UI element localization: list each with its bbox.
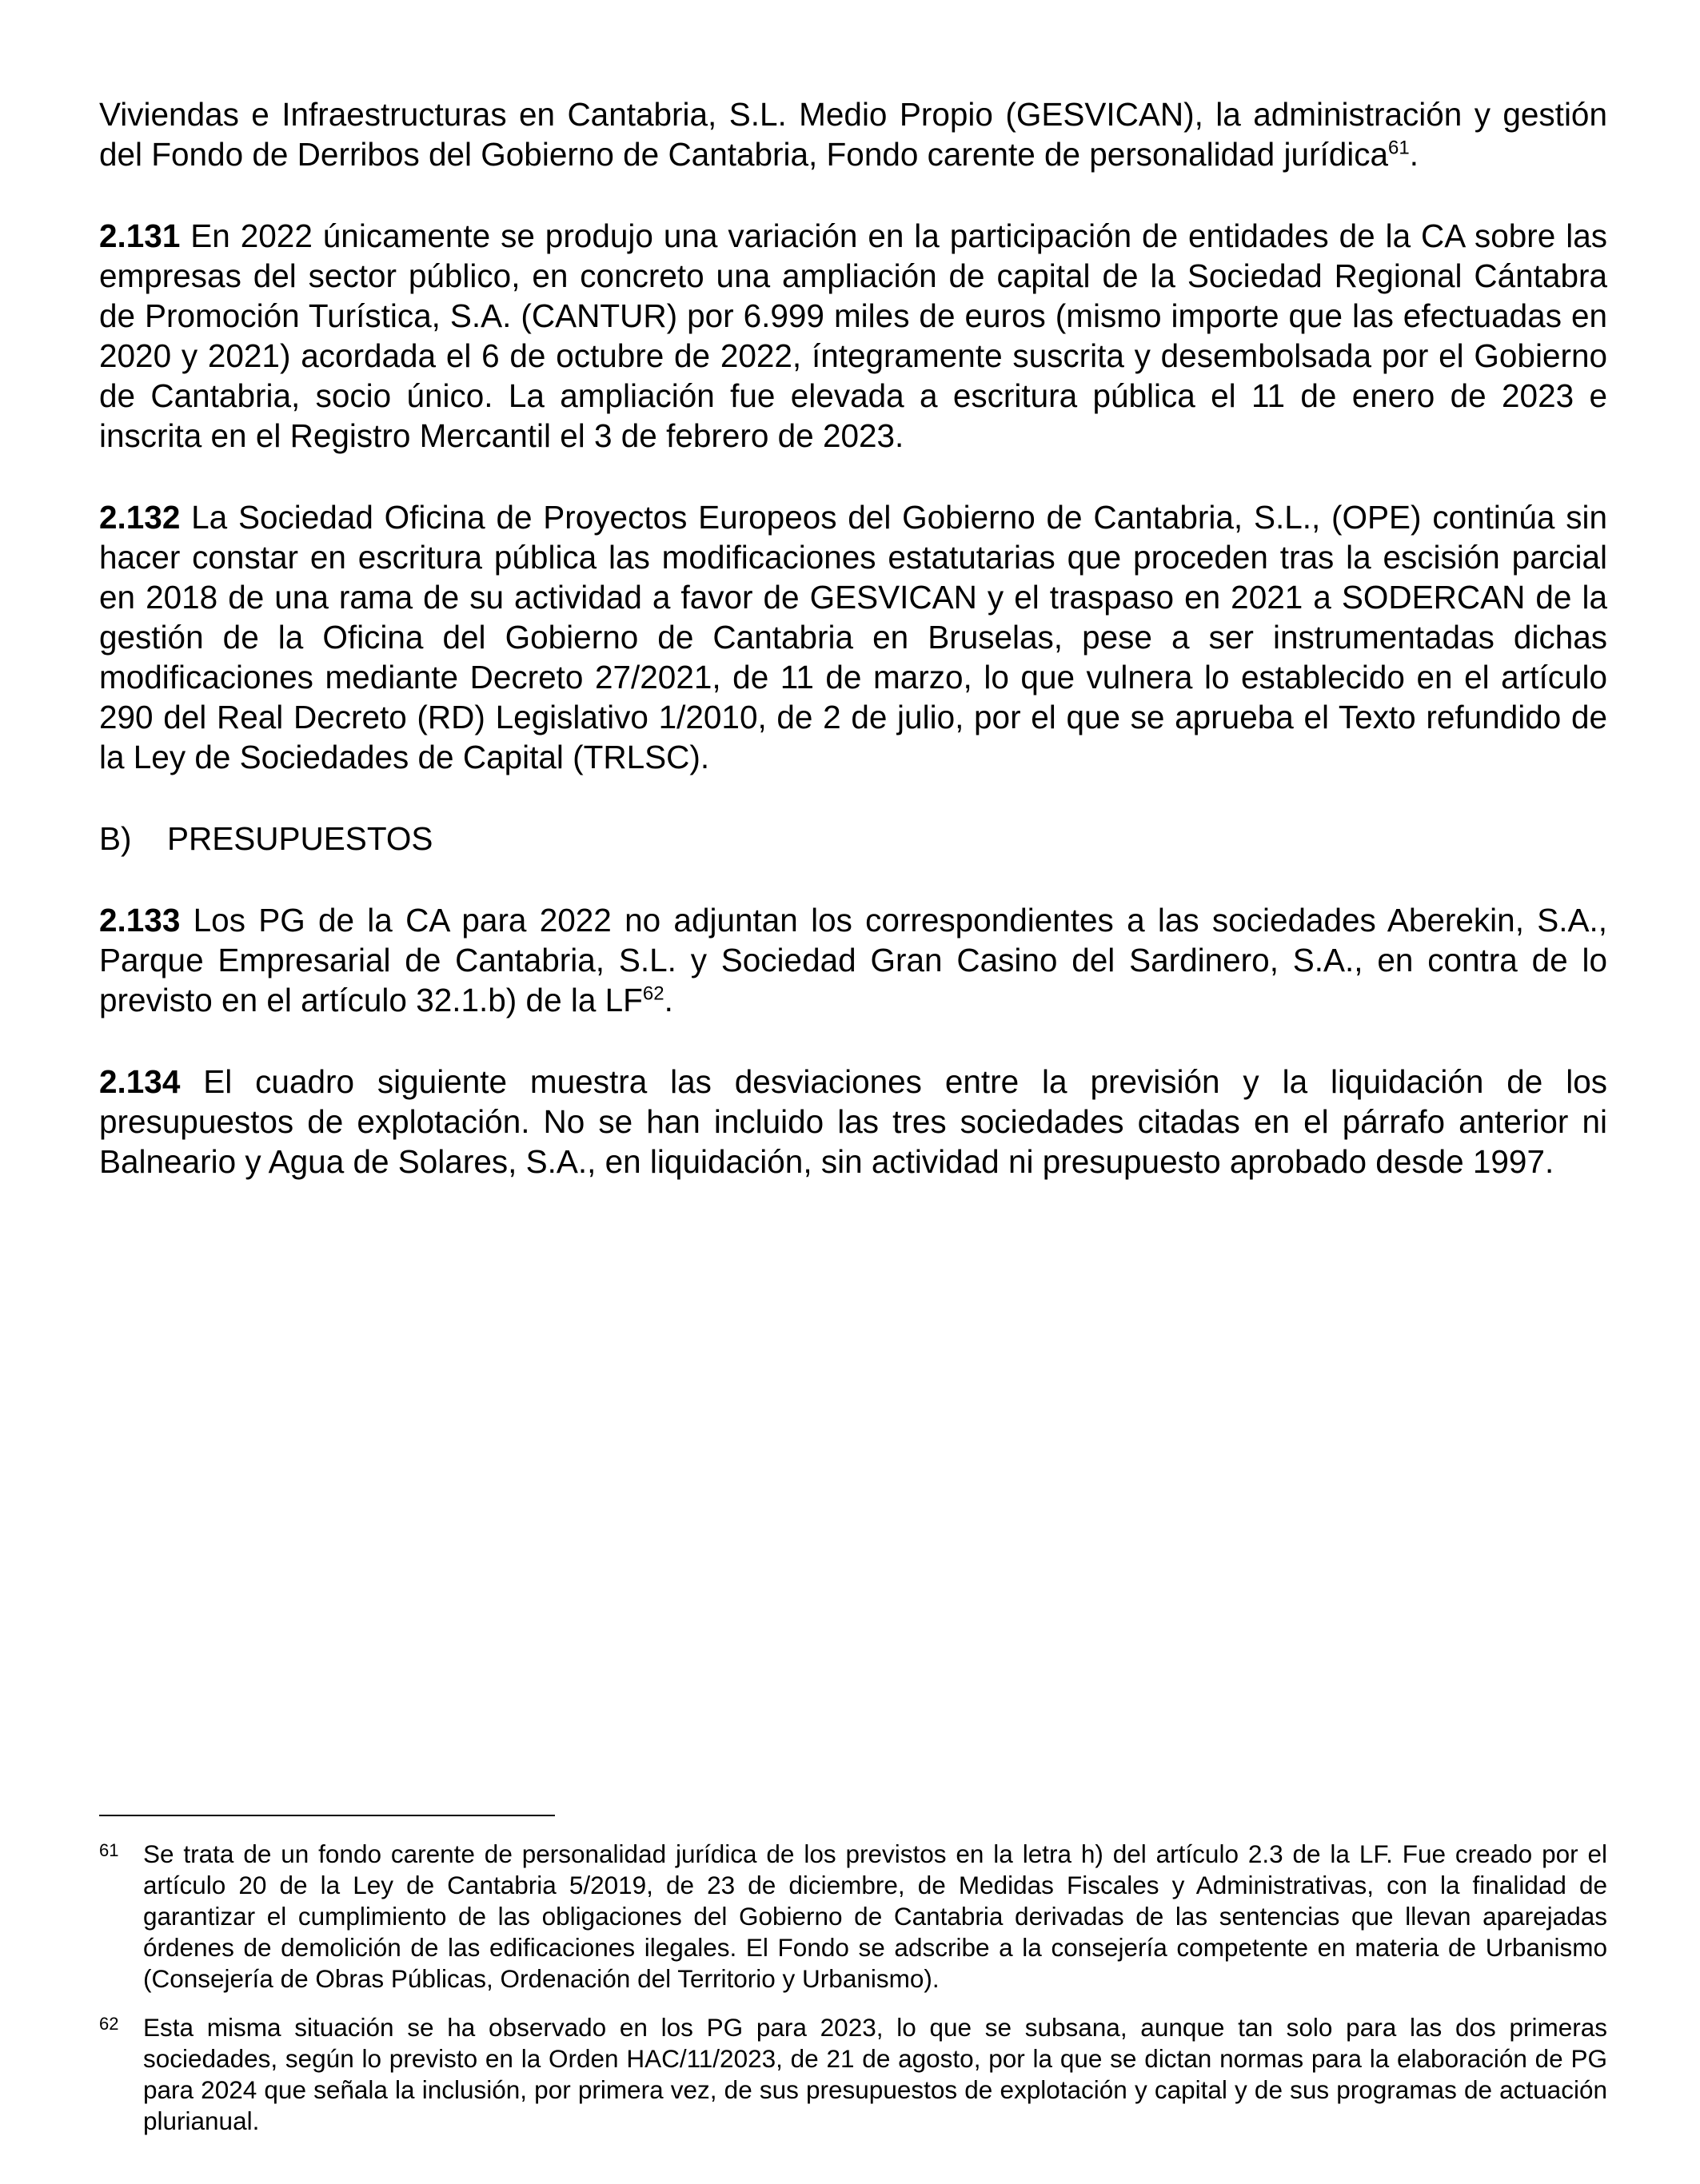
paragraph-end: . [1409, 136, 1419, 173]
footnote-mark: 62 [99, 2014, 119, 2034]
paragraph-2-134 [99, 1062, 1607, 1182]
section-title: PRESUPUESTOS [167, 820, 433, 857]
paragraph-end: . [664, 982, 673, 1018]
paragraph-2-131 [99, 216, 1607, 456]
paragraph-text: Viviendas e Infraestructuras en Cantabria, S.L. Medio Propio (GESVICAN), la administración y gestión del Fondo de Derribos del Gobierno de Cantabria, Fondo carente de personalidad jurídica [99, 96, 1607, 173]
paragraph-text: En 2022 únicamente se produjo una variación en la participación de entidades de la CA sobre las empresas del sector público, en concreto una ampliación de capital de la Sociedad Regional Cántabra de Promoción Turística, S.A. (CANTUR) por 6.999 miles de euros (mismo importe que las efectuadas en 2020 y 2021) acordada el 6 de octubre de 2022, íntegramente suscrita y desembolsada por el Gobierno de Cantabria, socio único. La ampliación fue elevada a escritura pública el 11 de enero de 2023 e inscrita en el Registro Mercantil el 3 de febrero de 2023. [99, 217, 1607, 454]
footnote-text: Se trata de un fondo carente de personalidad jurídica de los previstos en la letra h) del artículo 2.3 de la LF. Fue creado por el artículo 20 de la Ley de Cantabria 5/2019, de 23 de diciembre, de Medidas Fiscales y Administrativas, con la finalidad de garantizar el cumplimiento de las obligaciones del Gobierno de Cantabria derivadas de las sentencias que llevan aparejadas órdenes de demolición de las edificaciones ilegales. El Fondo se adscribe a la consejería competente en materia de Urbanismo (Consejería de Obras Públicas, Ordenación del Territorio y Urbanismo). [143, 1839, 1607, 1993]
paragraph-2-133 [99, 900, 1607, 1020]
paragraph-number: 2.131 [99, 217, 181, 254]
paragraph-number: 2.132 [99, 499, 181, 536]
section-letter: B) [99, 820, 132, 857]
paragraph-number: 2.134 [99, 1063, 181, 1100]
footnote-ref-62[interactable]: 62 [642, 982, 664, 1005]
footnote-ref-61[interactable]: 61 [1388, 137, 1410, 159]
footnote-mark: 61 [99, 1840, 119, 1860]
paragraph-text: Los PG de la CA para 2022 no adjuntan los correspondientes a las sociedades Aberekin, S.A., Parque Empresarial de Cantabria, S.L. y Sociedad Gran Casino del Sardinero, S.A., en contra de lo previsto en el artículo 32.1.b) de la LF [99, 902, 1607, 1018]
document-body [99, 94, 1607, 1223]
paragraph-2-132 [99, 497, 1607, 777]
footnote-62 [99, 2012, 1607, 2137]
paragraph-continuation [99, 94, 1607, 174]
footnote-text: Esta misma situación se ha observado en los PG para 2023, lo que se subsana, aunque tan solo para las dos primeras sociedades, según lo previsto en la Orden HAC/11/2023, de 21 de agosto, por la que se dictan normas para la elaboración de PG para 2024 que señala la inclusión, por primera vez, de sus presupuestos de explotación y capital y de sus programas de actuación plurianual. [143, 2013, 1607, 2135]
footnote-61 [99, 1839, 1607, 1995]
paragraph-text: El cuadro siguiente muestra las desviaciones entre la previsión y la liquidación de los presupuestos de explotación. No se han incluido las tres sociedades citadas en el párrafo anterior ni Balneario y Agua de Solares, S.A., en liquidación, sin actividad ni presupuesto aprobado desde 1997. [99, 1063, 1607, 1180]
footnote-separator [99, 1815, 555, 1816]
section-heading [99, 819, 1607, 859]
paragraph-text: La Sociedad Oficina de Proyectos Europeos del Gobierno de Cantabria, S.L., (OPE) continúa sin hacer constar en escritura pública las modificaciones estatutarias que proceden tras la escisión parcial en 2018 de una rama de su actividad a favor de GESVICAN y el traspaso en 2021 a SODERCAN de la gestión de la Oficina del Gobierno de Cantabria en Bruselas, pese a ser instrumentadas dichas modificaciones mediante Decreto 27/2021, de 11 de marzo, lo que vulnera lo establecido en el artículo 290 del Real Decreto (RD) Legislativo 1/2010, de 2 de julio, por el que se aprueba el Texto refundido de la Ley de Sociedades de Capital (TRLSC). [99, 499, 1607, 775]
footnotes [99, 1839, 1607, 2154]
paragraph-number: 2.133 [99, 902, 181, 939]
